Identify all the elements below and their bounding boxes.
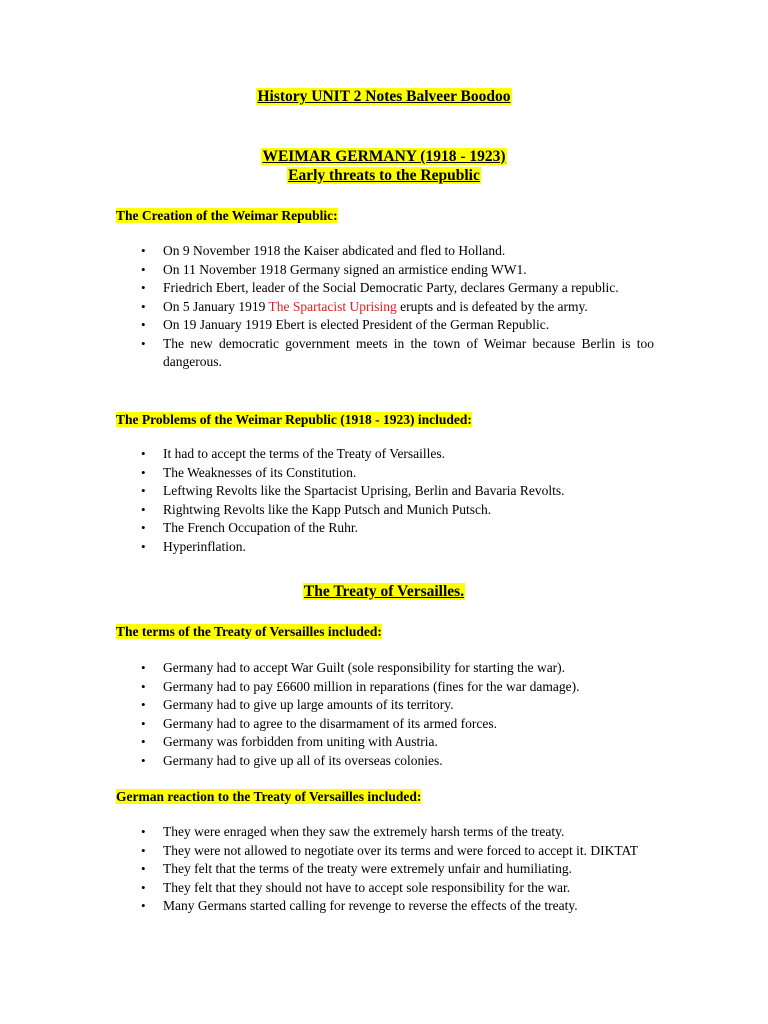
list-item: • Germany was forbidden from uniting with Austria. — [120, 733, 654, 752]
section-heading-versailles: The Treaty of Versailles. — [303, 583, 465, 600]
subheading-problems: The Problems of the Weimar Republic (1918 - 1923) included: — [116, 412, 472, 427]
list-item: • It had to accept the terms of the Treaty of Versailles. — [120, 445, 654, 464]
list-item: • Leftwing Revolts like the Spartacist Uprising, Berlin and Bavaria Revolts. — [120, 482, 654, 501]
list-item: • The French Occupation of the Ruhr. — [120, 519, 654, 538]
list-item: • Many Germans started calling for revenge to reverse the effects of the treaty. — [120, 897, 654, 916]
spartacist-uprising-link-text: The Spartacist Uprising — [268, 298, 397, 314]
list-item: • Germany had to give up large amounts of its territory. — [120, 696, 654, 715]
list-item: • Germany had to pay £6600 million in reparations (fines for the war damage). — [120, 678, 654, 697]
list-item: • They were enraged when they saw the extremely harsh terms of the treaty. — [120, 823, 654, 842]
subheading-reaction: German reaction to the Treaty of Versailles included: — [116, 789, 422, 804]
list-item: • Germany had to accept War Guilt (sole responsibility for starting the war). — [120, 659, 654, 678]
list-item: • They were not allowed to negotiate over its terms and were forced to accept it. DIKTAT — [120, 842, 654, 861]
list-item: • They felt that the terms of the treaty were extremely unfair and humiliating. — [120, 860, 654, 879]
list-item: • On 19 January 1919 Ebert is elected President of the German Republic. — [120, 316, 654, 335]
list-problems — [120, 445, 654, 556]
list-item: • The new democratic government meets in the town of Weimar because Berlin is too dangerous. — [120, 335, 654, 372]
list-item: • Rightwing Revolts like the Kapp Putsch and Munich Putsch. — [120, 501, 654, 520]
list-item: • On 11 November 1918 Germany signed an armistice ending WW1. — [120, 261, 654, 280]
list-item: • Germany had to agree to the disarmament of its armed forces. — [120, 715, 654, 734]
list-item: • They felt that they should not have to accept sole responsibility for the war. — [120, 879, 654, 898]
list-item: • Friedrich Ebert, leader of the Social Democratic Party, declares Germany a republic. — [120, 279, 654, 298]
list-item: • On 9 November 1918 the Kaiser abdicated and fled to Holland. — [120, 242, 654, 261]
list-creation — [120, 242, 654, 372]
section-heading-weimar: WEIMAR GERMANY (1918 - 1923) — [262, 148, 506, 165]
subheading-creation: The Creation of the Weimar Republic: — [116, 208, 338, 223]
list-reaction — [120, 823, 654, 916]
list-item: • Germany had to give up all of its overseas colonies. — [120, 752, 654, 771]
list-item: • Hyperinflation. — [120, 538, 654, 557]
document-title: History UNIT 2 Notes Balveer Boodoo — [257, 88, 511, 105]
list-terms — [120, 659, 654, 770]
subheading-terms: The terms of the Treaty of Versailles included: — [116, 624, 382, 639]
section-subheading-threats: Early threats to the Republic — [288, 167, 480, 184]
list-item: • On 5 January 1919 The Spartacist Uprising erupts and is defeated by the army. — [120, 298, 654, 317]
list-item: • The Weaknesses of its Constitution. — [120, 464, 654, 483]
